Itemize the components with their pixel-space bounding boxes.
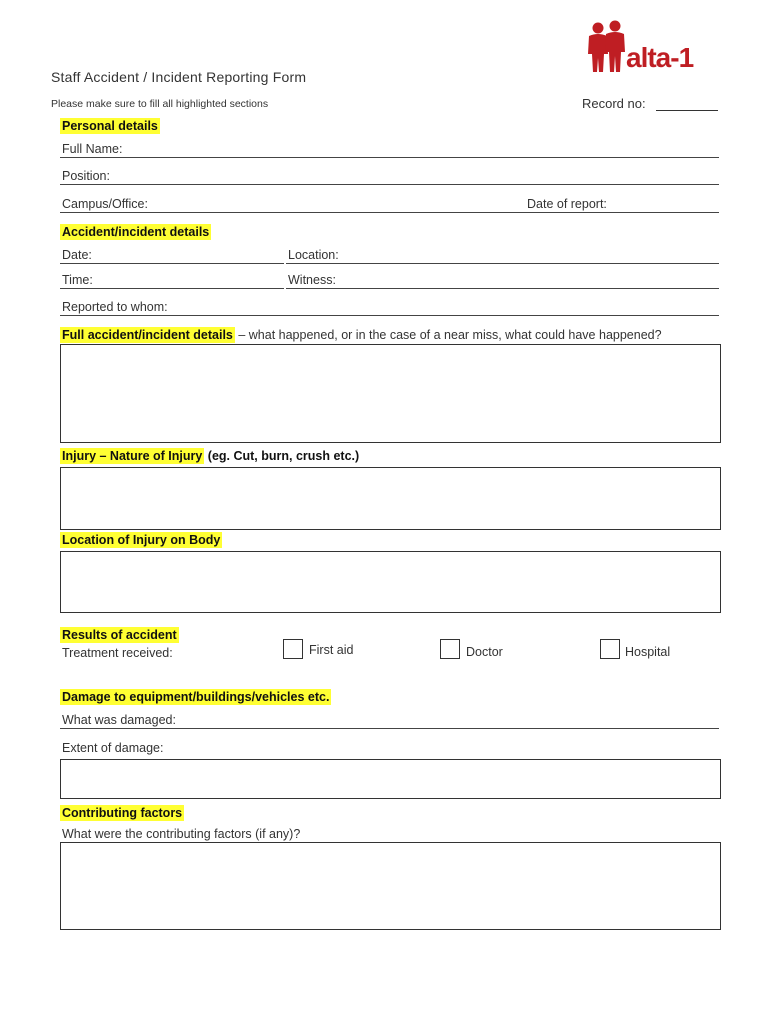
page-title: Staff Accident / Incident Reporting Form — [51, 69, 307, 85]
first-aid-checkbox[interactable] — [283, 639, 303, 659]
full-details-heading: Full accident/incident details — [62, 328, 233, 342]
injury-nature-textbox[interactable] — [60, 467, 721, 530]
full-details-textbox[interactable] — [60, 344, 721, 443]
reported-to-field[interactable] — [60, 315, 719, 316]
position-field[interactable] — [60, 184, 719, 185]
position-label: Position: — [62, 169, 110, 183]
time-label: Time: — [62, 273, 93, 287]
location-label: Location: — [288, 248, 339, 262]
damage-heading: Damage to equipment/buildings/vehicles etc. — [62, 690, 330, 704]
full-details-heading-row — [60, 326, 662, 344]
contributing-heading: Contributing factors — [62, 806, 183, 820]
extent-damage-textbox[interactable] — [60, 759, 721, 799]
witness-field[interactable] — [286, 288, 719, 289]
injury-heading-tail: (eg. Cut, burn, crush etc.) — [204, 449, 360, 463]
contributing-question-label: What were the contributing factors (if any)? — [62, 827, 301, 841]
time-field[interactable] — [60, 288, 284, 289]
injury-heading: Injury – Nature of Injury — [62, 449, 203, 463]
location-of-injury-heading: Location of Injury on Body — [62, 533, 221, 547]
what-damaged-field[interactable] — [60, 728, 719, 729]
extent-damage-label: Extent of damage: — [62, 741, 164, 755]
company-logo — [586, 20, 720, 76]
injury-location-textbox[interactable] — [60, 551, 721, 613]
campus-field[interactable] — [60, 212, 719, 213]
date-label: Date: — [62, 248, 92, 262]
record-number-label: Record no: — [582, 96, 646, 111]
full-name-label: Full Name: — [62, 142, 123, 156]
date-field[interactable] — [60, 263, 284, 264]
campus-label: Campus/Office: — [62, 197, 148, 211]
page-subtitle: Please make sure to fill all highlighted sections — [51, 98, 269, 110]
doctor-label: Doctor — [466, 645, 503, 659]
full-name-field[interactable] — [60, 157, 719, 158]
doctor-checkbox[interactable] — [440, 639, 460, 659]
date-of-report-label: Date of report: — [527, 197, 607, 211]
full-details-heading-tail: – what happened, or in the case of a near miss, what could have happened? — [234, 328, 662, 342]
what-damaged-label: What was damaged: — [62, 713, 176, 727]
reported-to-label: Reported to whom: — [62, 300, 168, 314]
contributing-textbox[interactable] — [60, 842, 721, 930]
accident-details-heading: Accident/incident details — [62, 225, 210, 239]
logo-text: alta-1 — [626, 42, 694, 73]
first-aid-label: First aid — [309, 643, 354, 657]
personal-details-heading: Personal details — [62, 119, 158, 133]
treatment-received-label: Treatment received: — [62, 646, 173, 660]
injury-heading-row — [60, 447, 359, 465]
location-field[interactable] — [286, 263, 719, 264]
results-heading: Results of accident — [62, 628, 177, 642]
record-number-field[interactable] — [656, 110, 718, 111]
hospital-checkbox[interactable] — [600, 639, 620, 659]
witness-label: Witness: — [288, 273, 336, 287]
hospital-label: Hospital — [625, 645, 671, 659]
